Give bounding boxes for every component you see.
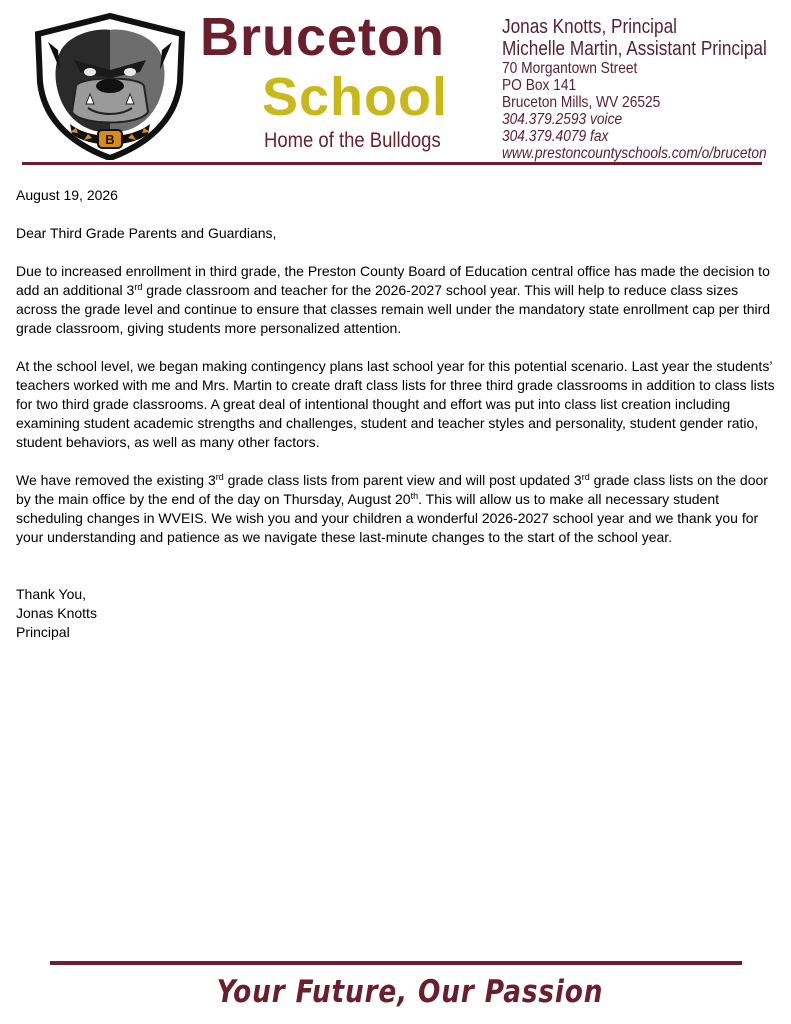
letter-paragraph-1: Due to increased enrollment in third grade, the Preston County Board of Education central office has made the decision to add an additional 3rd grade classroom and teacher for the 2026-2027 school year. This will help to reduce class sizes across the grade level and continue to ensure that classes remain well under the mandatory state enrollment cap per third grade classroom, giving students more personalized attention.: [16, 263, 771, 336]
signer-name: Jonas Knotts: [16, 605, 97, 621]
principal-line: Jonas Knotts, Principal: [502, 16, 677, 38]
letter-body: [16, 186, 776, 642]
bulldog-shield-icon: [30, 12, 190, 160]
letter-salutation: Dear Third Grade Parents and Guardians,: [16, 225, 277, 241]
tagline: Home of the Bulldogs: [264, 129, 441, 152]
header-divider: [22, 162, 762, 165]
letter-date: August 19, 2026: [16, 187, 118, 203]
footer-divider: [50, 961, 742, 965]
bulldog-logo: [30, 12, 190, 160]
school-name-line1: Bruceton: [200, 7, 446, 67]
signer-title: Principal: [16, 624, 70, 640]
signature-block: [16, 585, 776, 642]
website-link[interactable]: www.prestoncountyschools.com/o/bruceton: [502, 145, 767, 162]
closing: Thank You,: [16, 586, 87, 602]
letter-paragraph-2: At the school level, we began making contingency plans last school year for this potential scenario. Last year the students’ teachers worked with me and Mrs. Martin to create draft class lists for three third grade classrooms in addition to class lists for two third grade classrooms. A great deal of intentional thought and effort was put into class list creation including examining student academic strengths and challenges, student and teacher styles and personality, student gender ratio, student behaviors, as well as many other factors.: [16, 358, 775, 450]
fax-phone: 304.379.4079 fax: [502, 128, 609, 145]
voice-phone: 304.379.2593 voice: [502, 111, 623, 128]
po-box: PO Box 141: [502, 77, 577, 94]
city-state-zip: Bruceton Mills, WV 26525: [502, 94, 661, 111]
footer-motto: Your Future, Our Passion: [216, 974, 604, 1010]
contact-block: [502, 16, 767, 162]
logo-tag-letter: B: [105, 132, 115, 147]
assistant-principal-line: Michelle Martin, Assistant Principal: [502, 38, 767, 60]
letter-paragraph-3: We have removed the existing 3rd grade class lists from parent view and will post updated 3rd grade class lists on the door by the main office by the end of the day on Thursday, August 20th. This will allow us to make all necessary student scheduling changes in WVEIS. We wish you and your children a wonderful 2026-2027 school year and we thank you for your understanding and patience as we navigate these last-minute changes to the start of the school year.: [16, 472, 768, 545]
street-address: 70 Morgantown Street: [502, 60, 638, 77]
school-name-line2: School: [262, 67, 449, 127]
